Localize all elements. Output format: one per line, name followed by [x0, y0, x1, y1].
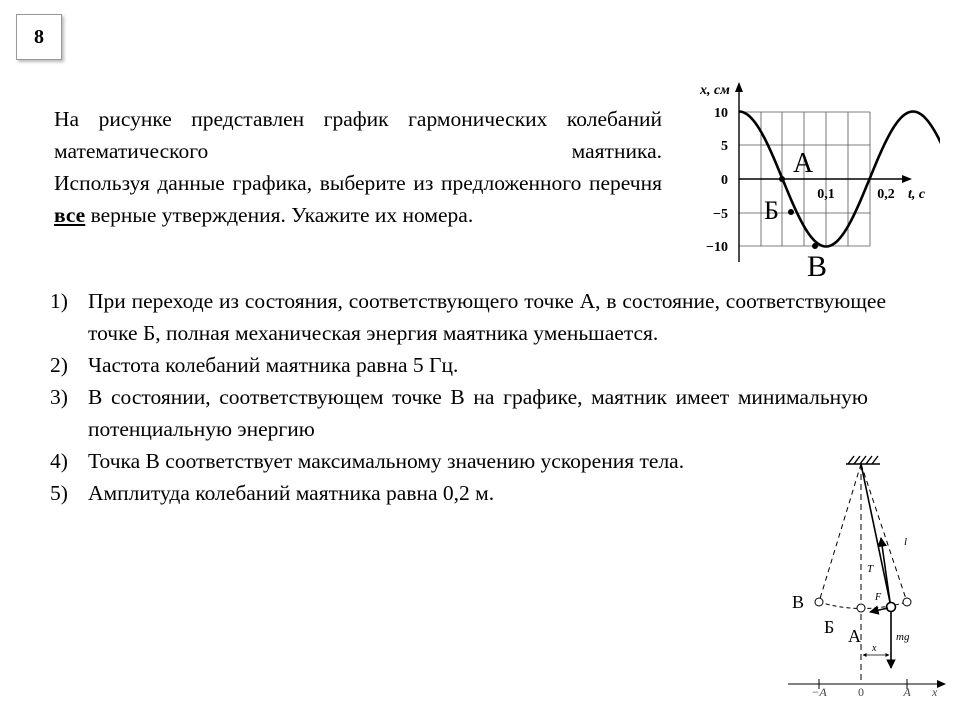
- task-number: 8: [16, 14, 62, 60]
- bob-right: [903, 598, 911, 606]
- oscillation-graph: [690, 72, 940, 282]
- point-b-label: Б: [764, 196, 779, 225]
- point-b-marker: [788, 209, 794, 215]
- x-axis-arrow: [902, 175, 912, 183]
- bob-current: [887, 603, 896, 612]
- y-tick-label: 0: [721, 173, 728, 188]
- axis-label-zero: 0: [858, 685, 864, 699]
- pendulum-diagram: [780, 450, 950, 710]
- axis-label-neg-a: −A: [811, 685, 827, 699]
- statement-text: В состоянии, соответствующем точке В на графике, маятник имеет минимальную потенциальную энергию: [88, 385, 868, 441]
- statement-item: [50, 477, 886, 509]
- length-label: l: [904, 536, 908, 548]
- statement-text: Частота колебаний маятника равна 5 Гц.: [88, 353, 459, 377]
- statement-number: 2): [50, 353, 68, 377]
- bob-left: [815, 598, 823, 606]
- bob-center: [857, 604, 865, 612]
- point-a-marker: [779, 176, 785, 182]
- statement-text: Амплитуда колебаний маятника равна 0,2 м.: [88, 481, 495, 505]
- x-tick-label: 0,1: [817, 187, 835, 202]
- point-v-marker: [812, 243, 818, 249]
- pendulum-label-a: А: [848, 626, 861, 646]
- intro-line-1: На рисунке представлен график гармонических колебаний математического маятника.: [54, 107, 662, 163]
- axis-label-a: A: [903, 685, 911, 699]
- task-intro: [54, 103, 662, 231]
- thread-left: [819, 464, 861, 602]
- statement-number: 5): [50, 481, 68, 505]
- statement-text: Точка В соответствует максимальному значению ускорения тела.: [88, 449, 685, 473]
- intro-line-2: [54, 167, 662, 231]
- pendulum-label-b: Б: [824, 617, 835, 637]
- y-tick-label: 5: [721, 139, 728, 154]
- axis-label-x: x: [932, 685, 938, 699]
- pendulum-x-axis-arrow: [937, 680, 946, 688]
- force-vector: [870, 608, 888, 612]
- statement-item: [50, 445, 886, 477]
- intro-line-2-b: верные утверждения. Укажите их номера.: [85, 203, 474, 227]
- intro-line-2-a: Используя данные графика, выберите из предложенного перечня: [54, 171, 662, 195]
- emphasis-all: все: [54, 203, 86, 227]
- y-tick-label: −10: [706, 240, 728, 255]
- statement-number: 3): [50, 385, 68, 409]
- x-axis-label: t, с: [908, 187, 926, 202]
- statement-text: При переходе из состояния, соответствующего точке А, в состояние, соответствующее точке Б, полная механическая энергия маятника уменьшается.: [88, 289, 886, 345]
- tension-vector: [881, 538, 890, 602]
- tension-label: T: [867, 563, 874, 575]
- statement-item: [50, 381, 886, 445]
- statement-item: [50, 349, 886, 381]
- thread-right: [861, 464, 907, 602]
- statement-list: [50, 285, 886, 509]
- force-label: F: [875, 592, 882, 603]
- y-tick-label: 10: [714, 106, 728, 121]
- y-axis-label: x, см: [700, 83, 730, 98]
- y-tick-label: −5: [713, 207, 728, 222]
- y-axis-arrow: [735, 82, 743, 92]
- thread-current: [861, 464, 891, 607]
- statement-item: [50, 285, 886, 349]
- statement-number: 4): [50, 449, 68, 473]
- point-v-label: В: [807, 250, 828, 282]
- statement-number: 1): [50, 289, 68, 313]
- gravity-label: mg: [896, 631, 910, 643]
- displacement-label: x: [872, 643, 877, 654]
- pendulum-support: [846, 456, 880, 464]
- x-tick-label: 0,2: [877, 187, 895, 202]
- point-a-label: А: [793, 148, 814, 179]
- pendulum-label-v: В: [792, 592, 805, 612]
